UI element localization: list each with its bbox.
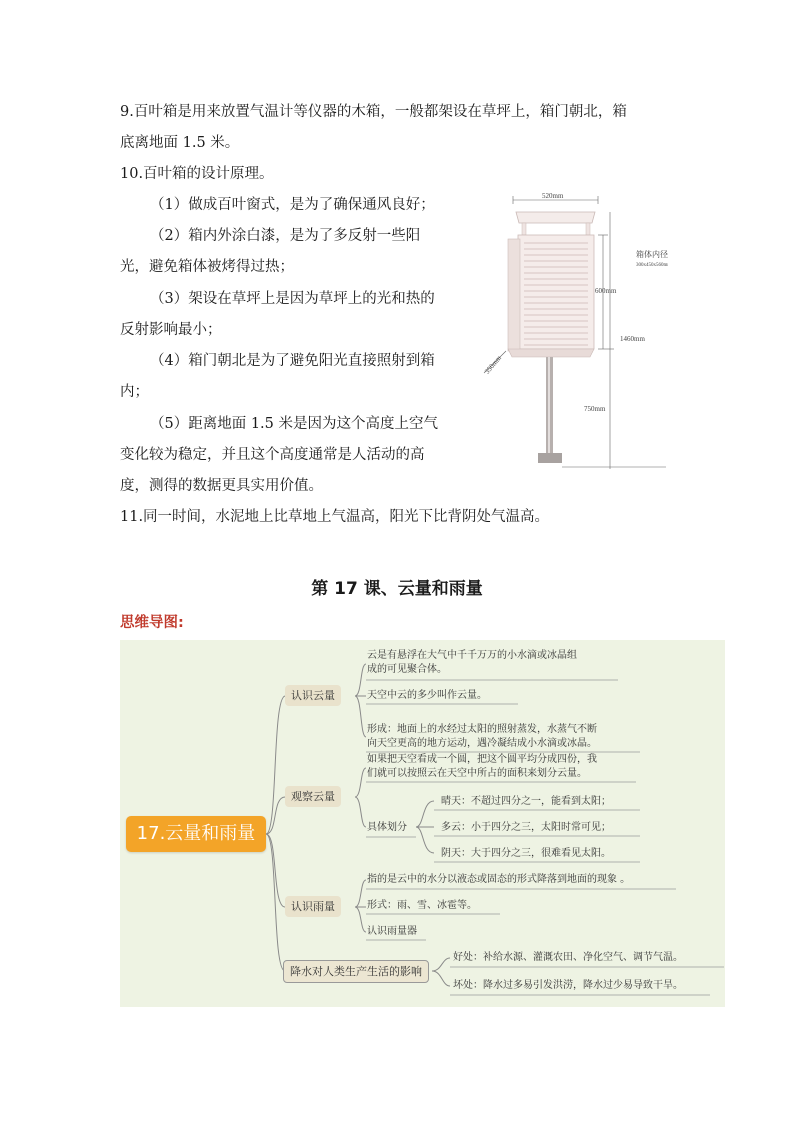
leaf-cloud-amount-definition: 天空中云的多少叫作云量。 [367,690,487,701]
paragraph-10: 10.百叶箱的设计原理。 [120,166,274,182]
leaf-rain-gauge: 认识雨量器 [367,926,417,937]
mind-map [120,640,725,1007]
leaf-observe-method-2: 们就可以按照云在天空中所占的面积来划分云量。 [367,768,587,779]
point-3-line1: （3）架设在草坪上是因为草坪上的光和热的 [150,291,435,307]
leaf-observe-method-1: 如果把天空看成一个圆，把这个圆平均分成四份，我 [367,754,597,765]
leaf-rainfall-definition: 指的是云中的水分以液态或固态的形式降落到地面的现象 。 [367,874,631,885]
point-4-line1: （4）箱门朝北是为了避免阳光直接照射到箱 [150,353,435,369]
leaf-sunny: 晴天：不超过四分之一，能看到太阳； [441,796,611,807]
paragraph-11: 11.同一时间，水泥地上比草地上气温高，阳光下比背阴处气温高。 [120,509,550,525]
point-3-line2: 反射影响最小； [120,322,222,338]
point-4-line2: 内； [120,384,149,400]
point-5-line2: 变化较为稳定，并且这个高度通常是人活动的高 [120,447,425,463]
leaf-cloud-formation-2: 向天空更高的地方运动，遇冷凝结成小水滴或冰晶。 [367,738,597,749]
point-2-line1: （2）箱内外涂白漆，是为了多反射一些阳 [150,228,421,244]
figure-inner-dims: 300x450x560mm [636,263,668,268]
point-2-line2: 光，避免箱体被烤得过热； [120,259,294,275]
leaf-cloud-definition-1: 云是有悬浮在大气中千千万万的小水滴或冰晶组 [367,650,577,661]
leaf-rainfall-forms: 形式：雨、雪、冰雹等。 [367,900,477,911]
figure-inner-label: 箱体内径: [636,250,668,259]
point-5-line1: （5）距离地面 1.5 米是因为这个高度上空气 [150,416,439,432]
branch-know-rainfall: 认识雨量 [285,896,341,917]
leaf-overcast: 阴天：大于四分之三，很难看见太阳。 [441,848,611,859]
leaf-cloudy: 多云：小于四分之三，太阳时常可见； [441,822,611,833]
weather-box-figure [478,187,668,469]
figure-pole-height: 750mm [584,405,606,413]
figure-total-height: 1460mm [620,335,645,343]
figure-width-label: 520mm [542,192,564,200]
lesson-title: 第 17 课、云量和雨量 [311,579,483,599]
paragraph-9-line1: 9.百叶箱是用来放置气温计等仪器的木箱，一般都架设在草坪上，箱门朝北，箱 [120,104,627,120]
leaf-classification: 具体划分 [367,822,407,833]
mindmap-root: 17.云量和雨量 [126,816,266,852]
leaf-harms: 坏处：降水过多易引发洪涝，降水过少易导致干旱。 [453,980,683,991]
branch-observe-cloud-amount: 观察云量 [285,786,341,807]
mindmap-label: 思维导图: [120,615,184,631]
figure-box-height: 600mm [595,287,617,295]
leaf-benefits: 好处：补给水源、灌溉农田、净化空气、调节气温。 [453,952,683,963]
paragraph-9-line2: 底离地面 1.5 米。 [120,135,240,151]
figure-depth-label: 350mm [483,354,504,376]
leaf-cloud-formation-1: 形成：地面上的水经过太阳的照射蒸发，水蒸气不断 [367,724,597,735]
point-1: （1）做成百叶窗式，是为了确保通风良好； [150,197,435,213]
branch-precipitation-impact: 降水对人类生产生活的影响 [283,960,429,983]
branch-know-cloud-amount: 认识云量 [285,685,341,706]
leaf-cloud-definition-2: 成的可见聚合体。 [367,664,447,675]
point-5-line3: 度，测得的数据更具实用价值。 [120,478,323,494]
